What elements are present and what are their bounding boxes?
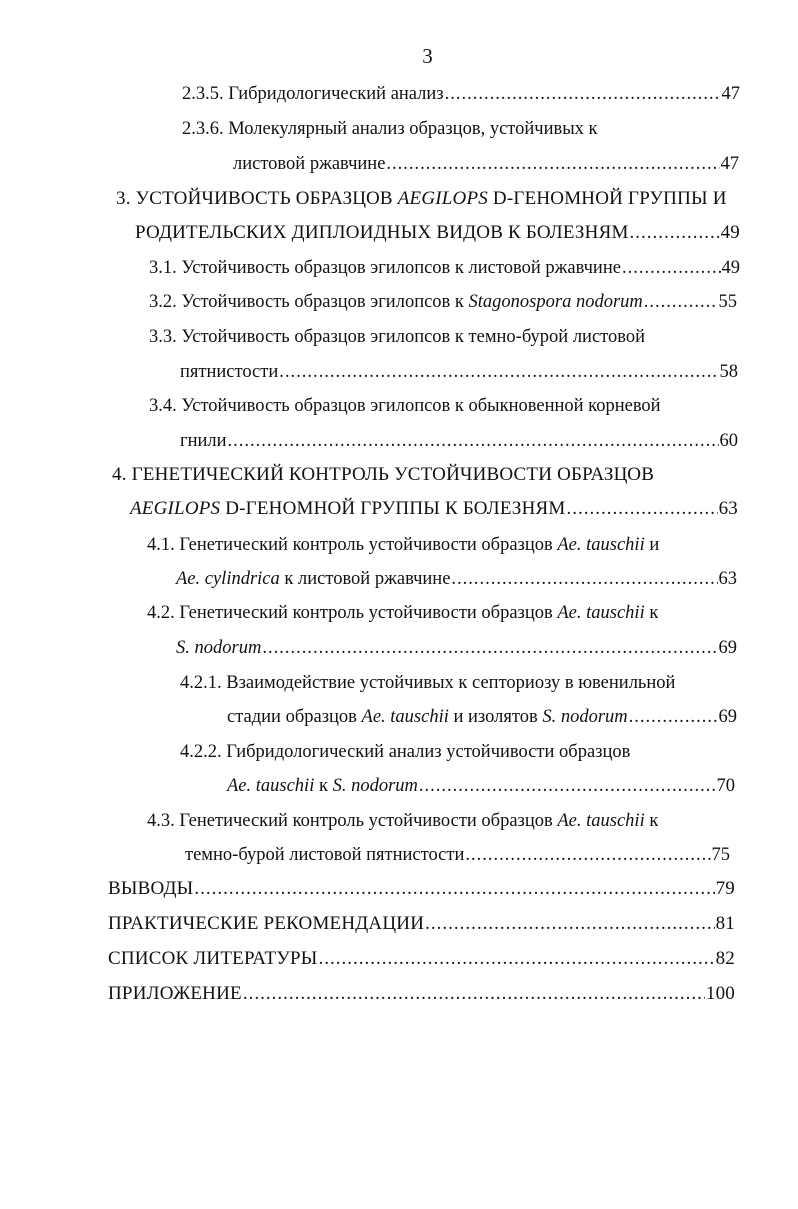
- toc-chapter-3-line1: [116, 184, 727, 214]
- leader-dots: [386, 149, 719, 179]
- leader-dots: [228, 426, 719, 456]
- leader-dots: [262, 633, 717, 663]
- toc-text: D-ГЕНОМНОЙ ГРУППЫ И: [487, 188, 727, 209]
- toc-chapter-4[interactable]: [130, 494, 738, 524]
- toc-entry-3-3-line1: 3.3. Устойчивость образцов эгилопсов к темно-бурой листовой: [149, 327, 646, 347]
- leader-dots: [644, 287, 718, 317]
- toc-entry-page: 63: [718, 498, 738, 519]
- leader-dots: [567, 494, 718, 524]
- toc-conclusions[interactable]: [108, 874, 735, 904]
- toc-italic-text: Ae. tauschii: [557, 811, 645, 831]
- toc-entry-title: [176, 564, 450, 594]
- toc-text: 4.1. Генетический контроль устойчивости образцов: [147, 535, 558, 555]
- toc-text: D-ГЕНОМНОЙ ГРУППЫ К БОЛЕЗНЯМ: [220, 498, 566, 519]
- toc-entry-page: 47: [721, 84, 740, 104]
- toc-entry-3-2[interactable]: [149, 287, 737, 317]
- toc-entry-page: 82: [715, 948, 735, 969]
- toc-entry-2-3-6[interactable]: [233, 149, 739, 179]
- toc-entry-page: 60: [719, 431, 738, 451]
- toc-entry-page: 75: [711, 845, 730, 865]
- toc-text: 3.2. Устойчивость образцов эгилопсов к: [149, 292, 469, 312]
- toc-italic-text: S. nodorum: [542, 707, 628, 727]
- toc-entry-title: пятнистости: [180, 362, 279, 382]
- toc-text: к: [644, 811, 659, 831]
- leader-dots: [194, 874, 714, 904]
- toc-entry-title: СПИСОК ЛИТЕРАТУРЫ: [108, 948, 318, 969]
- toc-entry-2-3-6-line1: 2.3.6. Молекулярный анализ образцов, устойчивых к: [182, 119, 598, 139]
- toc-entry-page: 58: [719, 362, 738, 382]
- toc-entry-page: 69: [718, 707, 737, 727]
- toc-text: 3. УСТОЙЧИВОСТЬ ОБРАЗЦОВ: [116, 188, 398, 209]
- toc-text: к: [644, 603, 659, 623]
- toc-chapter-3[interactable]: [135, 218, 740, 248]
- toc-entry-title: листовой ржавчине: [233, 154, 386, 174]
- toc-entry-4-2-1[interactable]: [227, 702, 737, 732]
- toc-entry-title: [149, 287, 643, 317]
- toc-entry-2-3-5[interactable]: [182, 79, 740, 109]
- toc-entry-4-1-line1: [147, 530, 659, 560]
- toc-appendix[interactable]: [108, 979, 735, 1009]
- toc-entry-page: 47: [720, 154, 739, 174]
- toc-text: стадии образцов: [227, 707, 362, 727]
- leader-dots: [279, 357, 718, 387]
- toc-entry-3-3[interactable]: [180, 357, 738, 387]
- toc-entry-4-2-1-line1: 4.2.1. Взаимодействие устойчивых к септориозу в ювенильной: [180, 673, 676, 693]
- toc-entry-title: [227, 771, 418, 801]
- toc-italic-text: Ae. tauschii: [227, 776, 315, 796]
- toc-entry-4-3[interactable]: [185, 840, 730, 870]
- toc-text: и: [644, 535, 660, 555]
- toc-italic-text: S. nodorum: [176, 638, 262, 658]
- toc-text: 4.2. Генетический контроль устойчивости образцов: [147, 603, 558, 623]
- toc-entry-title: [227, 702, 628, 732]
- toc-entry-4-3-line1: [147, 806, 658, 836]
- toc-entry-title: 2.3.5. Гибридологический анализ: [182, 84, 444, 104]
- toc-entry-title: [176, 633, 261, 663]
- toc-italic-text: Ae. tauschii: [361, 707, 449, 727]
- toc-text: к: [314, 776, 333, 796]
- toc-entry-page: 81: [715, 913, 735, 934]
- toc-entry-title: РОДИТЕЛЬСКИХ ДИПЛОИДНЫХ ВИДОВ К БОЛЕЗНЯМ: [135, 222, 629, 243]
- toc-entry-page: 79: [715, 878, 735, 899]
- page-number: 3: [422, 44, 433, 68]
- toc-italic-text: Ae. cylindrica: [176, 569, 280, 589]
- leader-dots: [419, 771, 716, 801]
- toc-entry-title: [130, 494, 566, 524]
- toc-entry-3-4[interactable]: [180, 426, 738, 456]
- toc-entry-page: 70: [716, 776, 735, 796]
- toc-entry-title: ПРИЛОЖЕНИЕ: [108, 983, 242, 1004]
- toc-italic-text: Ae. tauschii: [557, 603, 645, 623]
- toc-entry-page: 49: [721, 258, 740, 278]
- toc-italic-text: Stagonospora nodorum: [468, 292, 643, 312]
- toc-italic-text: AEGILOPS: [130, 498, 221, 519]
- toc-italic-text: AEGILOPS: [397, 188, 488, 209]
- toc-recommendations[interactable]: [108, 909, 735, 939]
- leader-dots: [622, 253, 721, 283]
- leader-dots: [445, 79, 721, 109]
- toc-entry-title: ПРАКТИЧЕСКИЕ РЕКОМЕНДАЦИИ: [108, 913, 425, 934]
- toc-entry-page: 69: [718, 638, 737, 658]
- leader-dots: [425, 909, 714, 939]
- toc-italic-text: S. nodorum: [332, 776, 418, 796]
- toc-entry-page: 100: [705, 983, 735, 1004]
- toc-entry-4-2[interactable]: [176, 633, 737, 663]
- toc-entry-title: 3.1. Устойчивость образцов эгилопсов к листовой ржавчине: [149, 258, 621, 278]
- toc-references[interactable]: [108, 944, 735, 974]
- toc-entry-title: темно-бурой листовой пятнистости: [185, 845, 465, 865]
- toc-chapter-4-line1: 4. ГЕНЕТИЧЕСКИЙ КОНТРОЛЬ УСТОЙЧИВОСТИ ОБРАЗЦОВ: [112, 464, 655, 485]
- toc-text: к листовой ржавчине: [279, 569, 451, 589]
- leader-dots: [630, 218, 720, 248]
- toc-entry-4-2-2[interactable]: [227, 771, 735, 801]
- toc-entry-title: ВЫВОДЫ: [108, 878, 194, 899]
- leader-dots: [629, 702, 718, 732]
- toc-text: и изолятов: [448, 707, 543, 727]
- toc-entry-title: гнили: [180, 431, 227, 451]
- toc-entry-4-2-line1: [147, 598, 658, 628]
- toc-entry-page: 55: [718, 292, 737, 312]
- leader-dots: [465, 840, 710, 870]
- toc-entry-4-1[interactable]: [176, 564, 737, 594]
- toc-entry-3-1[interactable]: [149, 253, 740, 283]
- leader-dots: [319, 944, 715, 974]
- toc-entry-page: 49: [720, 222, 740, 243]
- leader-dots: [451, 564, 717, 594]
- toc-italic-text: Ae. tauschii: [557, 535, 645, 555]
- toc-text: 4.3. Генетический контроль устойчивости образцов: [147, 811, 558, 831]
- toc-entry-3-4-line1: 3.4. Устойчивость образцов эгилопсов к обыкновенной корневой: [149, 396, 661, 416]
- toc-entry-page: 63: [718, 569, 737, 589]
- toc-entry-4-2-2-line1: 4.2.2. Гибридологический анализ устойчивости образцов: [180, 742, 631, 762]
- leader-dots: [243, 979, 705, 1009]
